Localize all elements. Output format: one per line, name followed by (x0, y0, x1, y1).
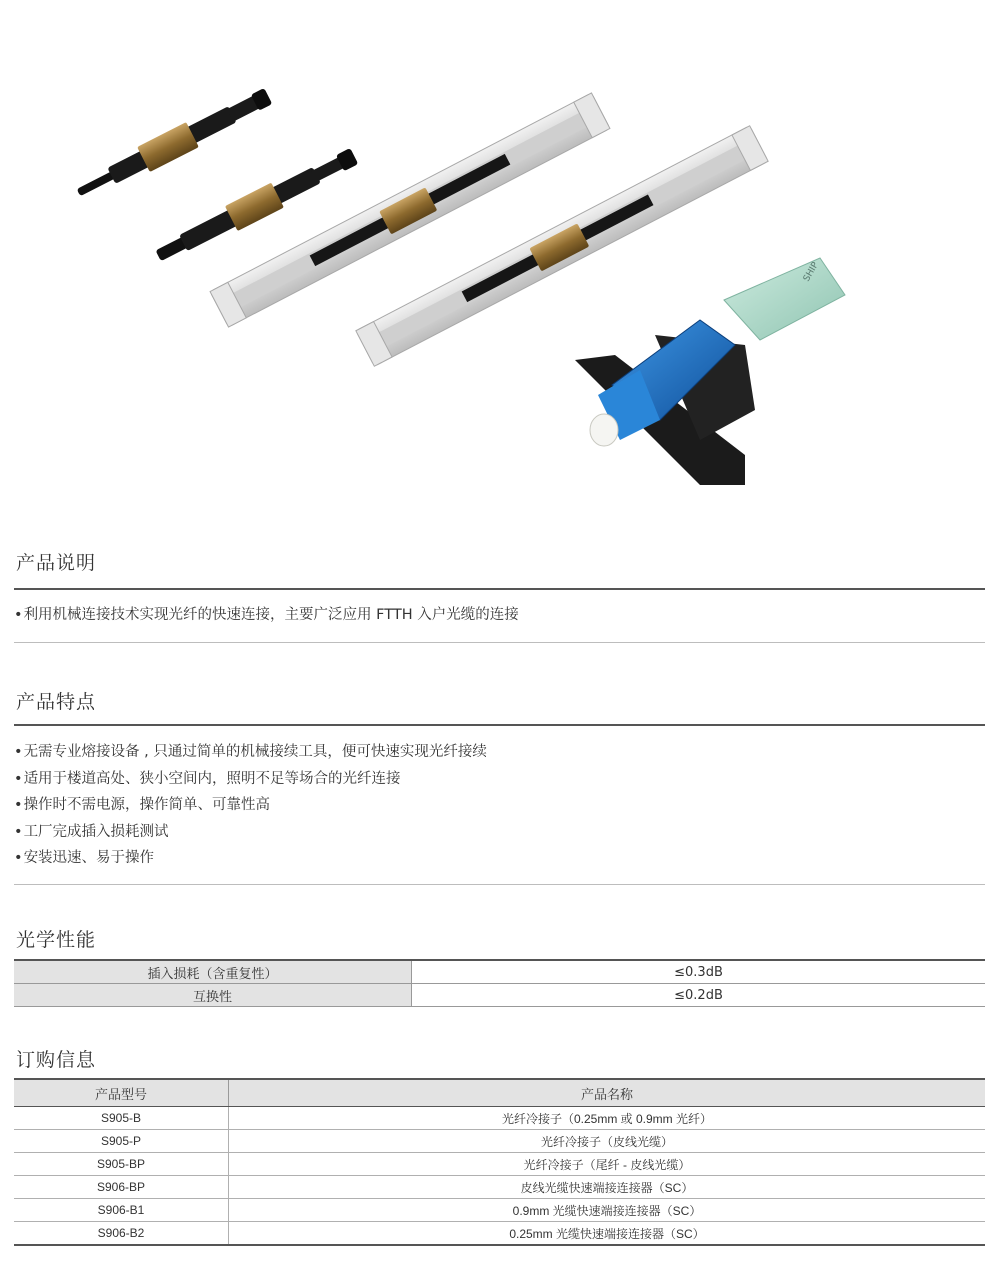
section-title-features: 产品特点 (16, 691, 97, 713)
cell-model: S905-P (14, 1130, 229, 1153)
table-cell-value: ≤0.2dB (412, 984, 986, 1007)
cell-name: 0.25mm 光缆快速端接连接器（SC） (229, 1222, 986, 1246)
table-row (14, 1107, 985, 1130)
features-list (14, 739, 487, 872)
section-divider (14, 724, 985, 726)
description-list (14, 602, 519, 629)
cell-model: S906-B1 (14, 1199, 229, 1222)
table-row (14, 1176, 985, 1199)
cell-name: 皮线光缆快速端接连接器（SC） (229, 1176, 986, 1199)
mechanical-splice-bare-1 (72, 83, 274, 205)
cell-name: 光纤冷接子（0.25mm 或 0.9mm 光纤） (229, 1107, 986, 1130)
cell-name: 0.9mm 光缆快速端接连接器（SC） (229, 1199, 986, 1222)
optics-table (14, 959, 985, 1007)
list-item: • 利用机械连接技术实现光纤的快速连接，主要广泛应用 FTTH 入户光缆的连接 (14, 602, 519, 629)
section-divider (14, 884, 985, 885)
list-item: • 安装迅速、易于操作 (14, 845, 487, 872)
list-item: • 无需专业熔接设备 , 只通过简单的机械接续工具，便可快速实现光纤接续 (14, 739, 487, 766)
connector-brand-label: SHIP (801, 260, 821, 284)
table-row (14, 960, 985, 984)
cell-model: S905-BP (14, 1153, 229, 1176)
list-item: • 工厂完成插入损耗测试 (14, 819, 487, 846)
product-photo (0, 0, 1000, 520)
section-title-ordering: 订购信息 (16, 1049, 97, 1071)
list-item: • 操作时不需电源，操作简单、可靠性高 (14, 792, 487, 819)
section-title-optics: 光学性能 (16, 929, 97, 951)
ordering-table (14, 1078, 985, 1246)
list-item: • 适用于楼道高处、狭小空间内，照明不足等场合的光纤连接 (14, 766, 487, 793)
table-header-row (14, 1079, 985, 1107)
column-header-model: 产品型号 (14, 1079, 229, 1107)
section-divider (14, 642, 985, 643)
table-cell-key: 插入损耗（含重复性） (14, 960, 412, 984)
table-cell-key: 互换性 (14, 984, 412, 1007)
table-row (14, 1130, 985, 1153)
cell-name: 光纤冷接子（皮线光缆） (229, 1130, 986, 1153)
cell-model: S906-B2 (14, 1222, 229, 1246)
table-row (14, 984, 985, 1007)
cell-model: S906-BP (14, 1176, 229, 1199)
table-row (14, 1199, 985, 1222)
table-row (14, 1153, 985, 1176)
table-cell-value: ≤0.3dB (412, 960, 986, 984)
column-header-name: 产品名称 (229, 1079, 986, 1107)
cell-name: 光纤冷接子（尾纤 - 皮线光缆） (229, 1153, 986, 1176)
sc-fast-connector (575, 258, 845, 485)
section-divider (14, 588, 985, 590)
section-title-description: 产品说明 (16, 552, 97, 574)
table-row (14, 1222, 985, 1246)
cell-model: S905-B (14, 1107, 229, 1130)
